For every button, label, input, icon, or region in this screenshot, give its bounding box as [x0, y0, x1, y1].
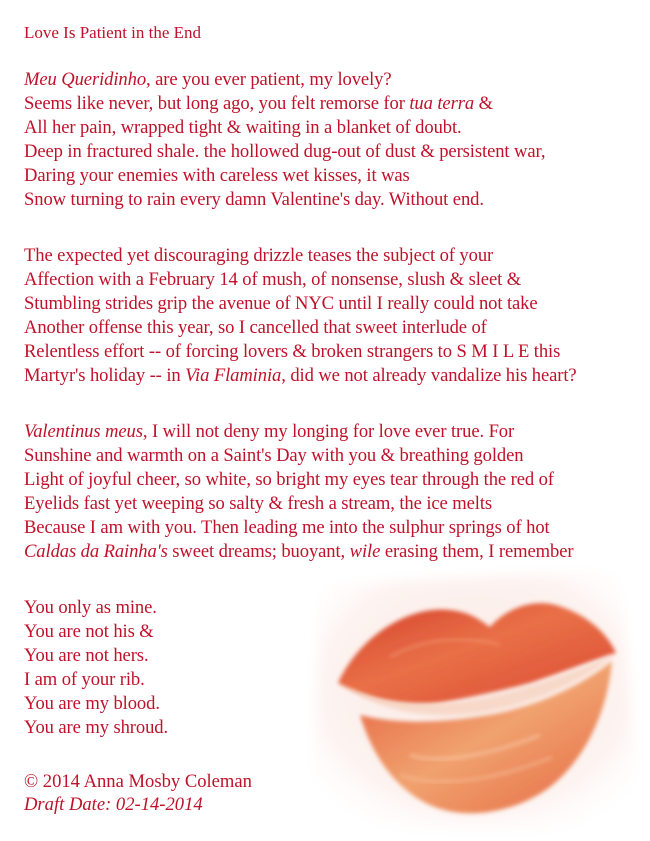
stanza-3 — [24, 420, 644, 564]
poem-line: Relentless effort -- of forcing lovers & broken strangers to S M I L E this — [24, 341, 561, 362]
lips-kiss-image — [290, 565, 646, 837]
poem-line: Valentinus meus, I will not deny my longing for love ever true. For — [24, 421, 515, 442]
stanza-2 — [24, 244, 644, 388]
poem-title: Love Is Patient in the End — [24, 23, 202, 42]
poem-line: You are my blood. — [24, 693, 160, 714]
poem-line: Stumbling strides grip the avenue of NYC until I really could not take — [24, 293, 538, 314]
poem-line: Affection with a February 14 of mush, of nonsense, slush & sleet & — [24, 269, 522, 290]
poem-line: The expected yet discouraging drizzle teases the subject of your — [24, 245, 494, 266]
poem-line: I am of your rib. — [24, 669, 145, 690]
poem-line: Meu Queridinho, are you ever patient, my lovely? — [24, 69, 392, 90]
poem-line: Eyelids fast yet weeping so salty & fresh a stream, the ice melts — [24, 493, 493, 514]
poem-line: Martyr's holiday -- in Via Flaminia, did we not already vandalize his heart? — [24, 365, 577, 386]
poem-line: You only as mine. — [24, 597, 157, 618]
poem-line: Daring your enemies with careless wet kisses, it was — [24, 165, 410, 186]
poem-line: Deep in fractured shale. the hollowed dug-out of dust & persistent war, — [24, 141, 546, 162]
draft-date: Draft Date: 02-14-2014 — [24, 794, 203, 815]
poem-line: Seems like never, but long ago, you felt remorse for tua terra & — [24, 93, 493, 114]
copyright-notice: © 2014 Anna Mosby Coleman — [24, 771, 252, 792]
poem-line: Snow turning to rain every damn Valentine's day. Without end. — [24, 189, 484, 210]
poem-line: Caldas da Rainha's sweet dreams; buoyant, wile erasing them, I remember — [24, 541, 574, 562]
stanza-1 — [24, 68, 644, 212]
poem-line: Sunshine and warmth on a Saint's Day with you & breathing golden — [24, 445, 524, 466]
poem-line: You are not his & — [24, 621, 154, 642]
poem-line: All her pain, wrapped tight & waiting in a blanket of doubt. — [24, 117, 462, 138]
poem-line: Light of joyful cheer, so white, so bright my eyes tear through the red of — [24, 469, 554, 490]
poem-line: You are not hers. — [24, 645, 149, 666]
poem-line: Because I am with you. Then leading me into the sulphur springs of hot — [24, 517, 550, 538]
poem-line: Another offense this year, so I cancelled that sweet interlude of — [24, 317, 487, 338]
poem-line: You are my shroud. — [24, 717, 169, 738]
